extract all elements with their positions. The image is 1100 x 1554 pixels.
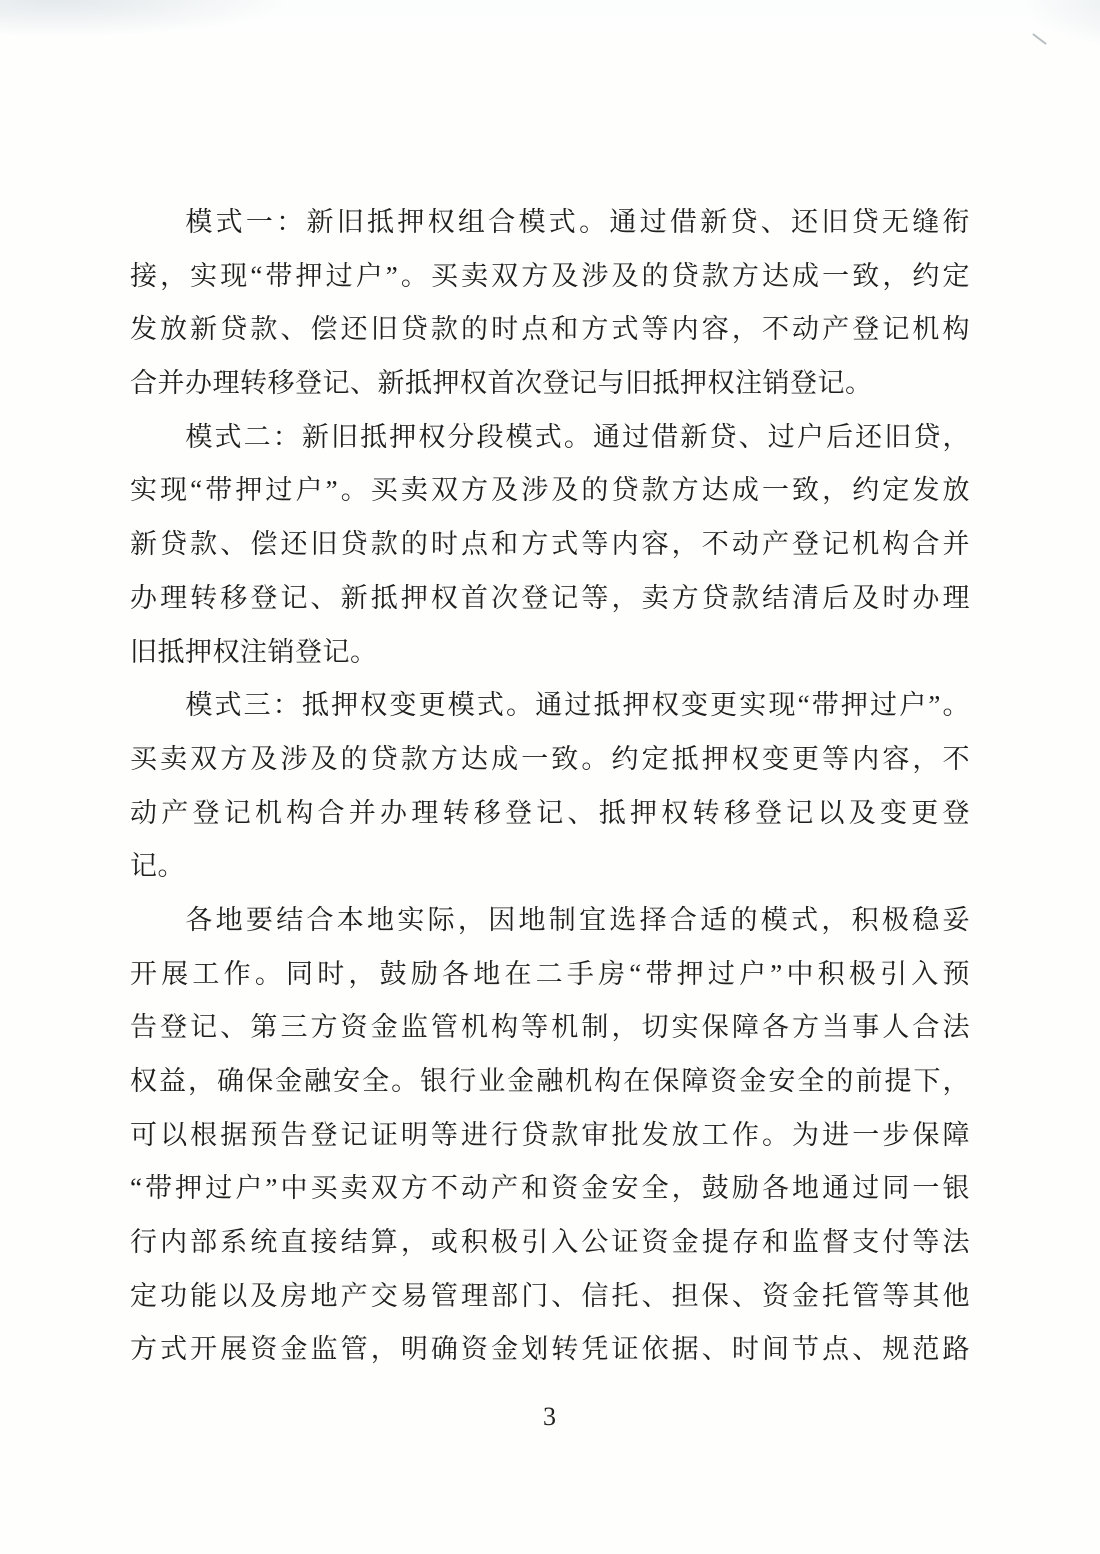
paragraph-implementation-guidance bbox=[130, 894, 970, 1377]
text-line: 开展工作。同时，鼓励各地在二手房“带押过户”中积极引入预 bbox=[130, 958, 970, 989]
page-number: 3 bbox=[543, 1402, 557, 1431]
text-line: 权益，确保金融安全。银行业金融机构在保障资金安全的前提下， bbox=[130, 1066, 970, 1096]
text-line: 定功能以及房地产交易管理部门、信托、担保、资金托管等其他 bbox=[130, 1280, 970, 1311]
text-line: 方式开展资金监管，明确资金划转凭证依据、时间节点、规范路 bbox=[130, 1334, 970, 1365]
text-line: 旧抵押权注销登记。 bbox=[130, 636, 378, 667]
scan-scratch-mark bbox=[1032, 33, 1047, 45]
text-line: 接，实现“带押过户”。买卖双方及涉及的贷款方达成一致，约定 bbox=[130, 260, 970, 291]
paragraph-mode-two bbox=[130, 411, 970, 679]
paragraph-mode-one bbox=[130, 196, 970, 411]
text-line: 实现“带押过户”。买卖双方及涉及的贷款方达成一致，约定发放 bbox=[130, 475, 970, 506]
text-line: “带押过户”中买卖双方不动产和资金安全，鼓励各地通过同一银 bbox=[130, 1173, 970, 1204]
body-text bbox=[130, 196, 970, 1377]
scan-smudge-top-left bbox=[0, 0, 320, 42]
text-line: 模式三：抵押权变更模式。通过抵押权变更实现“带押过户”。 bbox=[185, 690, 970, 721]
text-line: 发放新贷款、偿还旧贷款的时点和方式等内容，不动产登记机构 bbox=[130, 314, 970, 345]
text-line: 行内部系统直接结算，或积极引入公证资金提存和监督支付等法 bbox=[130, 1227, 970, 1258]
text-line: 模式一：新旧抵押权组合模式。通过借新贷、还旧贷无缝衔 bbox=[185, 207, 970, 237]
text-line: 可以根据预告登记证明等进行贷款审批发放工作。为进一步保障 bbox=[130, 1119, 970, 1150]
text-line: 新贷款、偿还旧贷款的时点和方式等内容，不动产登记机构合并 bbox=[130, 529, 970, 560]
text-line: 模式二：新旧抵押权分段模式。通过借新贷、过户后还旧贷， bbox=[185, 421, 970, 452]
scan-smudge-top-right bbox=[1010, 0, 1100, 58]
text-line: 合并办理转移登记、新抵押权首次登记与旧抵押权注销登记。 bbox=[130, 368, 873, 399]
text-line: 办理转移登记、新抵押权首次登记等，卖方贷款结清后及时办理 bbox=[130, 582, 970, 613]
text-line: 告登记、第三方资金监管机构等机制，切实保障各方当事人合法 bbox=[130, 1012, 970, 1043]
text-line: 动产登记机构合并办理转移登记、抵押权转移登记以及变更登 bbox=[130, 797, 970, 828]
text-line: 各地要结合本地实际，因地制宜选择合适的模式，积极稳妥 bbox=[185, 904, 970, 935]
text-line: 记。 bbox=[130, 851, 185, 882]
paragraph-mode-three bbox=[130, 679, 970, 894]
text-line: 买卖双方及涉及的贷款方达成一致。约定抵押权变更等内容，不 bbox=[130, 743, 970, 774]
